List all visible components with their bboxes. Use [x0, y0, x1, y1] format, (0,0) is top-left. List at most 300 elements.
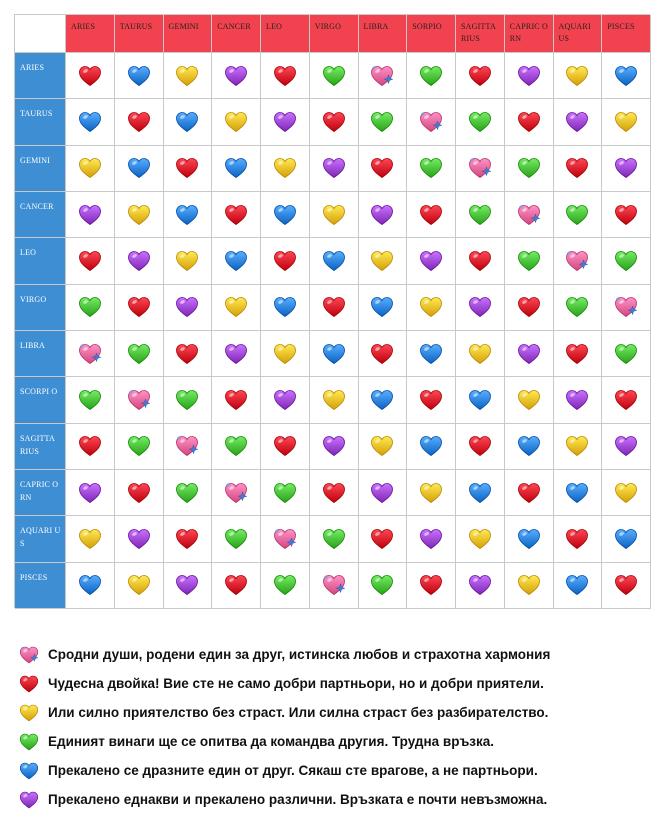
green-heart-icon — [467, 203, 493, 227]
compatibility-cell — [407, 53, 456, 99]
blue-heart-icon — [613, 527, 639, 551]
compatibility-cell — [310, 331, 359, 377]
compatibility-cell — [407, 470, 456, 516]
legend-item — [14, 669, 650, 698]
red-heart-icon — [223, 388, 249, 412]
sparkling-heart-icon — [321, 573, 347, 597]
compatibility-cell — [164, 192, 213, 238]
compatibility-cell — [261, 563, 310, 609]
sparkling-heart-icon — [369, 64, 395, 88]
blue-heart-icon — [77, 110, 103, 134]
compatibility-cell — [456, 331, 505, 377]
column-header: PISCES — [602, 15, 651, 53]
green-heart-icon — [223, 527, 249, 551]
compatibility-cell — [456, 146, 505, 192]
sparkling-heart-icon — [18, 645, 40, 665]
yellow-heart-icon — [516, 573, 542, 597]
yellow-heart-icon — [272, 342, 298, 366]
purple-heart-icon — [223, 342, 249, 366]
purple-heart-icon — [516, 342, 542, 366]
red-heart-icon — [272, 64, 298, 88]
column-header: SORPIO — [407, 15, 456, 53]
row-header: LEO — [15, 238, 66, 284]
sparkling-heart-icon — [613, 295, 639, 319]
yellow-heart-icon — [613, 481, 639, 505]
red-heart-icon — [467, 64, 493, 88]
green-heart-icon — [613, 342, 639, 366]
green-heart-icon — [564, 295, 590, 319]
blue-heart-icon — [467, 388, 493, 412]
compatibility-cell — [66, 53, 115, 99]
sparkling-heart-icon — [418, 110, 444, 134]
compatibility-cell — [554, 331, 603, 377]
row-header: GEMINI — [15, 146, 66, 192]
compatibility-cell — [456, 424, 505, 470]
blue-heart-icon — [223, 249, 249, 273]
compatibility-cell — [407, 238, 456, 284]
red-heart-icon — [77, 64, 103, 88]
green-heart-icon — [467, 110, 493, 134]
compatibility-cell — [66, 470, 115, 516]
compatibility-cell — [602, 192, 651, 238]
blue-heart-icon — [369, 388, 395, 412]
compatibility-cell — [602, 99, 651, 145]
compatibility-cell — [212, 470, 261, 516]
green-heart-icon — [564, 203, 590, 227]
green-heart-icon — [321, 527, 347, 551]
compatibility-cell — [554, 377, 603, 423]
compatibility-cell — [212, 99, 261, 145]
compatibility-cell — [115, 238, 164, 284]
compatibility-cell — [602, 470, 651, 516]
green-heart-icon — [223, 434, 249, 458]
compatibility-cell — [456, 470, 505, 516]
compatibility-cell — [212, 238, 261, 284]
red-heart-icon — [467, 249, 493, 273]
purple-heart-icon — [272, 110, 298, 134]
blue-heart-icon — [272, 295, 298, 319]
compatibility-cell — [359, 285, 408, 331]
yellow-heart-icon — [126, 203, 152, 227]
compatibility-cell — [407, 192, 456, 238]
compatibility-cell — [115, 331, 164, 377]
compatibility-cell — [261, 238, 310, 284]
red-heart-icon — [77, 434, 103, 458]
compatibility-cell — [554, 146, 603, 192]
compatibility-cell — [505, 146, 554, 192]
compatibility-cell — [115, 377, 164, 423]
sparkling-heart-icon — [564, 249, 590, 273]
blue-heart-icon — [321, 249, 347, 273]
compatibility-cell — [359, 146, 408, 192]
compatibility-cell — [261, 192, 310, 238]
compatibility-cell — [505, 99, 554, 145]
compatibility-cell — [554, 563, 603, 609]
compatibility-cell — [554, 424, 603, 470]
compatibility-cell — [212, 563, 261, 609]
compatibility-cell — [261, 424, 310, 470]
purple-heart-icon — [418, 249, 444, 273]
red-heart-icon — [18, 674, 40, 694]
compatibility-cell — [164, 516, 213, 562]
compatibility-cell — [212, 331, 261, 377]
red-heart-icon — [126, 110, 152, 134]
blue-heart-icon — [467, 481, 493, 505]
yellow-heart-icon — [223, 110, 249, 134]
yellow-heart-icon — [223, 295, 249, 319]
yellow-heart-icon — [77, 527, 103, 551]
row-header: TAURUS — [15, 99, 66, 145]
red-heart-icon — [564, 342, 590, 366]
row-header: CANCER — [15, 192, 66, 238]
compatibility-cell — [212, 516, 261, 562]
purple-heart-icon — [18, 790, 40, 810]
row-header: ARIES — [15, 53, 66, 99]
compatibility-cell — [164, 99, 213, 145]
purple-heart-icon — [272, 388, 298, 412]
green-heart-icon — [272, 481, 298, 505]
yellow-heart-icon — [126, 573, 152, 597]
compatibility-cell — [602, 377, 651, 423]
purple-heart-icon — [77, 203, 103, 227]
blue-heart-icon — [564, 481, 590, 505]
compatibility-cell — [554, 470, 603, 516]
red-heart-icon — [126, 481, 152, 505]
compatibility-cell — [164, 285, 213, 331]
purple-heart-icon — [418, 527, 444, 551]
red-heart-icon — [369, 342, 395, 366]
green-heart-icon — [18, 732, 40, 752]
red-heart-icon — [321, 295, 347, 319]
blue-heart-icon — [321, 342, 347, 366]
compatibility-cell — [602, 331, 651, 377]
yellow-heart-icon — [272, 156, 298, 180]
compatibility-cell — [212, 377, 261, 423]
blue-heart-icon — [369, 295, 395, 319]
compatibility-cell — [310, 285, 359, 331]
green-heart-icon — [516, 249, 542, 273]
compatibility-cell — [115, 516, 164, 562]
compatibility-cell — [602, 285, 651, 331]
red-heart-icon — [369, 527, 395, 551]
compatibility-cell — [212, 53, 261, 99]
legend-item — [14, 756, 650, 785]
yellow-heart-icon — [467, 342, 493, 366]
compatibility-cell — [310, 99, 359, 145]
green-heart-icon — [126, 342, 152, 366]
legend-item — [14, 640, 650, 669]
red-heart-icon — [564, 156, 590, 180]
sparkling-heart-icon — [516, 203, 542, 227]
green-heart-icon — [418, 156, 444, 180]
red-heart-icon — [613, 573, 639, 597]
green-heart-icon — [418, 64, 444, 88]
yellow-heart-icon — [418, 295, 444, 319]
purple-heart-icon — [77, 481, 103, 505]
compatibility-cell — [261, 53, 310, 99]
compatibility-cell — [261, 331, 310, 377]
compatibility-cell — [212, 146, 261, 192]
green-heart-icon — [77, 388, 103, 412]
compatibility-cell — [456, 516, 505, 562]
sparkling-heart-icon — [77, 342, 103, 366]
compatibility-cell — [115, 99, 164, 145]
red-heart-icon — [174, 527, 200, 551]
red-heart-icon — [321, 481, 347, 505]
green-heart-icon — [321, 64, 347, 88]
yellow-heart-icon — [613, 110, 639, 134]
red-heart-icon — [369, 156, 395, 180]
compatibility-cell — [505, 285, 554, 331]
yellow-heart-icon — [174, 249, 200, 273]
red-heart-icon — [516, 295, 542, 319]
row-header: CAPRIC ORN — [15, 470, 66, 516]
red-heart-icon — [223, 203, 249, 227]
column-header: VIRGO — [310, 15, 359, 53]
compatibility-cell — [602, 424, 651, 470]
yellow-heart-icon — [369, 249, 395, 273]
purple-heart-icon — [321, 156, 347, 180]
legend-item — [14, 785, 650, 814]
green-heart-icon — [77, 295, 103, 319]
compatibility-cell — [261, 146, 310, 192]
row-header: VIRGO — [15, 285, 66, 331]
compatibility-cell — [456, 53, 505, 99]
compatibility-cell — [164, 424, 213, 470]
compatibility-cell — [407, 377, 456, 423]
column-header: GEMINI — [164, 15, 213, 53]
compatibility-cell — [505, 516, 554, 562]
red-heart-icon — [613, 203, 639, 227]
blue-heart-icon — [126, 156, 152, 180]
yellow-heart-icon — [369, 434, 395, 458]
purple-heart-icon — [369, 481, 395, 505]
legend-text: Прекалено еднакви и прекалено различни. Връзката е почти невъзможна. — [48, 792, 548, 807]
compatibility-cell — [66, 424, 115, 470]
compatibility-cell — [407, 285, 456, 331]
compatibility-cell — [359, 192, 408, 238]
compatibility-cell — [554, 285, 603, 331]
blue-heart-icon — [223, 156, 249, 180]
yellow-heart-icon — [516, 388, 542, 412]
sparkling-heart-icon — [126, 388, 152, 412]
compatibility-cell — [66, 331, 115, 377]
row-header: SAGITTA RIUS — [15, 424, 66, 470]
legend-text: Единият винаги ще се опитва да командва другия. Трудна връзка. — [48, 734, 495, 749]
legend-item — [14, 727, 650, 756]
compatibility-cell — [261, 516, 310, 562]
blue-heart-icon — [418, 342, 444, 366]
compatibility-cell — [359, 53, 408, 99]
compatibility-cell — [66, 563, 115, 609]
compatibility-cell — [602, 53, 651, 99]
compatibility-cell — [505, 563, 554, 609]
compatibility-cell — [359, 377, 408, 423]
compatibility-table — [14, 14, 650, 608]
red-heart-icon — [174, 342, 200, 366]
red-heart-icon — [418, 388, 444, 412]
compatibility-cell — [359, 470, 408, 516]
compatibility-cell — [66, 146, 115, 192]
compatibility-cell — [505, 238, 554, 284]
compatibility-cell — [359, 238, 408, 284]
compatibility-cell — [115, 424, 164, 470]
compatibility-cell — [66, 192, 115, 238]
compatibility-cell — [407, 563, 456, 609]
blue-heart-icon — [418, 434, 444, 458]
compatibility-cell — [212, 285, 261, 331]
compatibility-cell — [505, 470, 554, 516]
yellow-heart-icon — [18, 703, 40, 723]
compatibility-cell — [310, 563, 359, 609]
compatibility-cell — [359, 331, 408, 377]
compatibility-cell — [115, 563, 164, 609]
row-header: PISCES — [15, 563, 66, 609]
legend-text: Прекалено се дразните един от друг. Сякаш сте врагове, а не партньори. — [48, 763, 538, 778]
compatibility-cell — [212, 192, 261, 238]
purple-heart-icon — [564, 388, 590, 412]
compatibility-cell — [602, 563, 651, 609]
green-heart-icon — [516, 156, 542, 180]
compatibility-cell — [212, 424, 261, 470]
compatibility-cell — [505, 424, 554, 470]
compatibility-cell — [456, 377, 505, 423]
row-header: LIBRA — [15, 331, 66, 377]
yellow-heart-icon — [418, 481, 444, 505]
red-heart-icon — [174, 156, 200, 180]
compatibility-cell — [602, 516, 651, 562]
compatibility-cell — [505, 377, 554, 423]
compatibility-cell — [407, 331, 456, 377]
compatibility-cell — [505, 331, 554, 377]
compatibility-cell — [115, 470, 164, 516]
red-heart-icon — [321, 110, 347, 134]
red-heart-icon — [126, 295, 152, 319]
blue-heart-icon — [174, 203, 200, 227]
compatibility-cell — [66, 285, 115, 331]
compatibility-cell — [407, 146, 456, 192]
compatibility-cell — [310, 377, 359, 423]
purple-heart-icon — [174, 573, 200, 597]
red-heart-icon — [272, 249, 298, 273]
column-header: CAPRIC ORN — [505, 15, 554, 53]
red-heart-icon — [418, 573, 444, 597]
compatibility-cell — [602, 146, 651, 192]
legend-item — [14, 698, 650, 727]
green-heart-icon — [272, 573, 298, 597]
compatibility-cell — [554, 238, 603, 284]
red-heart-icon — [272, 434, 298, 458]
compatibility-cell — [115, 285, 164, 331]
column-header: LEO — [261, 15, 310, 53]
column-header: CANCER — [212, 15, 261, 53]
compatibility-cell — [602, 238, 651, 284]
green-heart-icon — [126, 434, 152, 458]
yellow-heart-icon — [77, 156, 103, 180]
red-heart-icon — [418, 203, 444, 227]
compatibility-cell — [554, 53, 603, 99]
green-heart-icon — [369, 573, 395, 597]
compatibility-cell — [310, 53, 359, 99]
sparkling-heart-icon — [272, 527, 298, 551]
purple-heart-icon — [174, 295, 200, 319]
compatibility-cell — [456, 563, 505, 609]
compatibility-cell — [164, 53, 213, 99]
compatibility-cell — [164, 377, 213, 423]
compatibility-cell — [310, 424, 359, 470]
compatibility-cell — [164, 146, 213, 192]
compatibility-cell — [66, 377, 115, 423]
yellow-heart-icon — [174, 64, 200, 88]
purple-heart-icon — [126, 249, 152, 273]
red-heart-icon — [77, 249, 103, 273]
compatibility-cell — [407, 516, 456, 562]
compatibility-cell — [456, 192, 505, 238]
compatibility-cell — [407, 424, 456, 470]
red-heart-icon — [467, 434, 493, 458]
legend-text: Или силно приятелство без страст. Или силна страст без разбирателство. — [48, 705, 549, 720]
corner-cell — [15, 15, 66, 53]
compatibility-cell — [407, 99, 456, 145]
compatibility-cell — [164, 563, 213, 609]
compatibility-cell — [456, 99, 505, 145]
purple-heart-icon — [126, 527, 152, 551]
purple-heart-icon — [369, 203, 395, 227]
compatibility-cell — [310, 146, 359, 192]
red-heart-icon — [223, 573, 249, 597]
legend — [14, 640, 650, 814]
purple-heart-icon — [613, 434, 639, 458]
compatibility-cell — [66, 516, 115, 562]
green-heart-icon — [613, 249, 639, 273]
blue-heart-icon — [126, 64, 152, 88]
green-heart-icon — [174, 481, 200, 505]
purple-heart-icon — [516, 64, 542, 88]
purple-heart-icon — [467, 573, 493, 597]
yellow-heart-icon — [321, 388, 347, 412]
compatibility-cell — [66, 99, 115, 145]
compatibility-cell — [359, 516, 408, 562]
sparkling-heart-icon — [223, 481, 249, 505]
yellow-heart-icon — [564, 434, 590, 458]
compatibility-cell — [310, 192, 359, 238]
green-heart-icon — [369, 110, 395, 134]
sparkling-heart-icon — [467, 156, 493, 180]
blue-heart-icon — [272, 203, 298, 227]
legend-text: Чудесна двойка! Вие сте не само добри партньори, но и добри приятели. — [48, 676, 544, 691]
red-heart-icon — [516, 481, 542, 505]
row-header: AQUARI US — [15, 516, 66, 562]
compatibility-cell — [261, 377, 310, 423]
sparkling-heart-icon — [174, 434, 200, 458]
blue-heart-icon — [564, 573, 590, 597]
yellow-heart-icon — [564, 64, 590, 88]
row-header: SCORPI O — [15, 377, 66, 423]
column-header: SAGITTA RIUS — [456, 15, 505, 53]
column-header: TAURUS — [115, 15, 164, 53]
compatibility-cell — [164, 331, 213, 377]
legend-text: Сродни души, родени един за друг, истинска любов и страхотна хармония — [48, 647, 551, 662]
blue-heart-icon — [516, 434, 542, 458]
compatibility-cell — [115, 146, 164, 192]
compatibility-cell — [554, 99, 603, 145]
compatibility-cell — [505, 192, 554, 238]
compatibility-cell — [505, 53, 554, 99]
compatibility-cell — [359, 563, 408, 609]
yellow-heart-icon — [321, 203, 347, 227]
compatibility-cell — [456, 285, 505, 331]
compatibility-cell — [456, 238, 505, 284]
